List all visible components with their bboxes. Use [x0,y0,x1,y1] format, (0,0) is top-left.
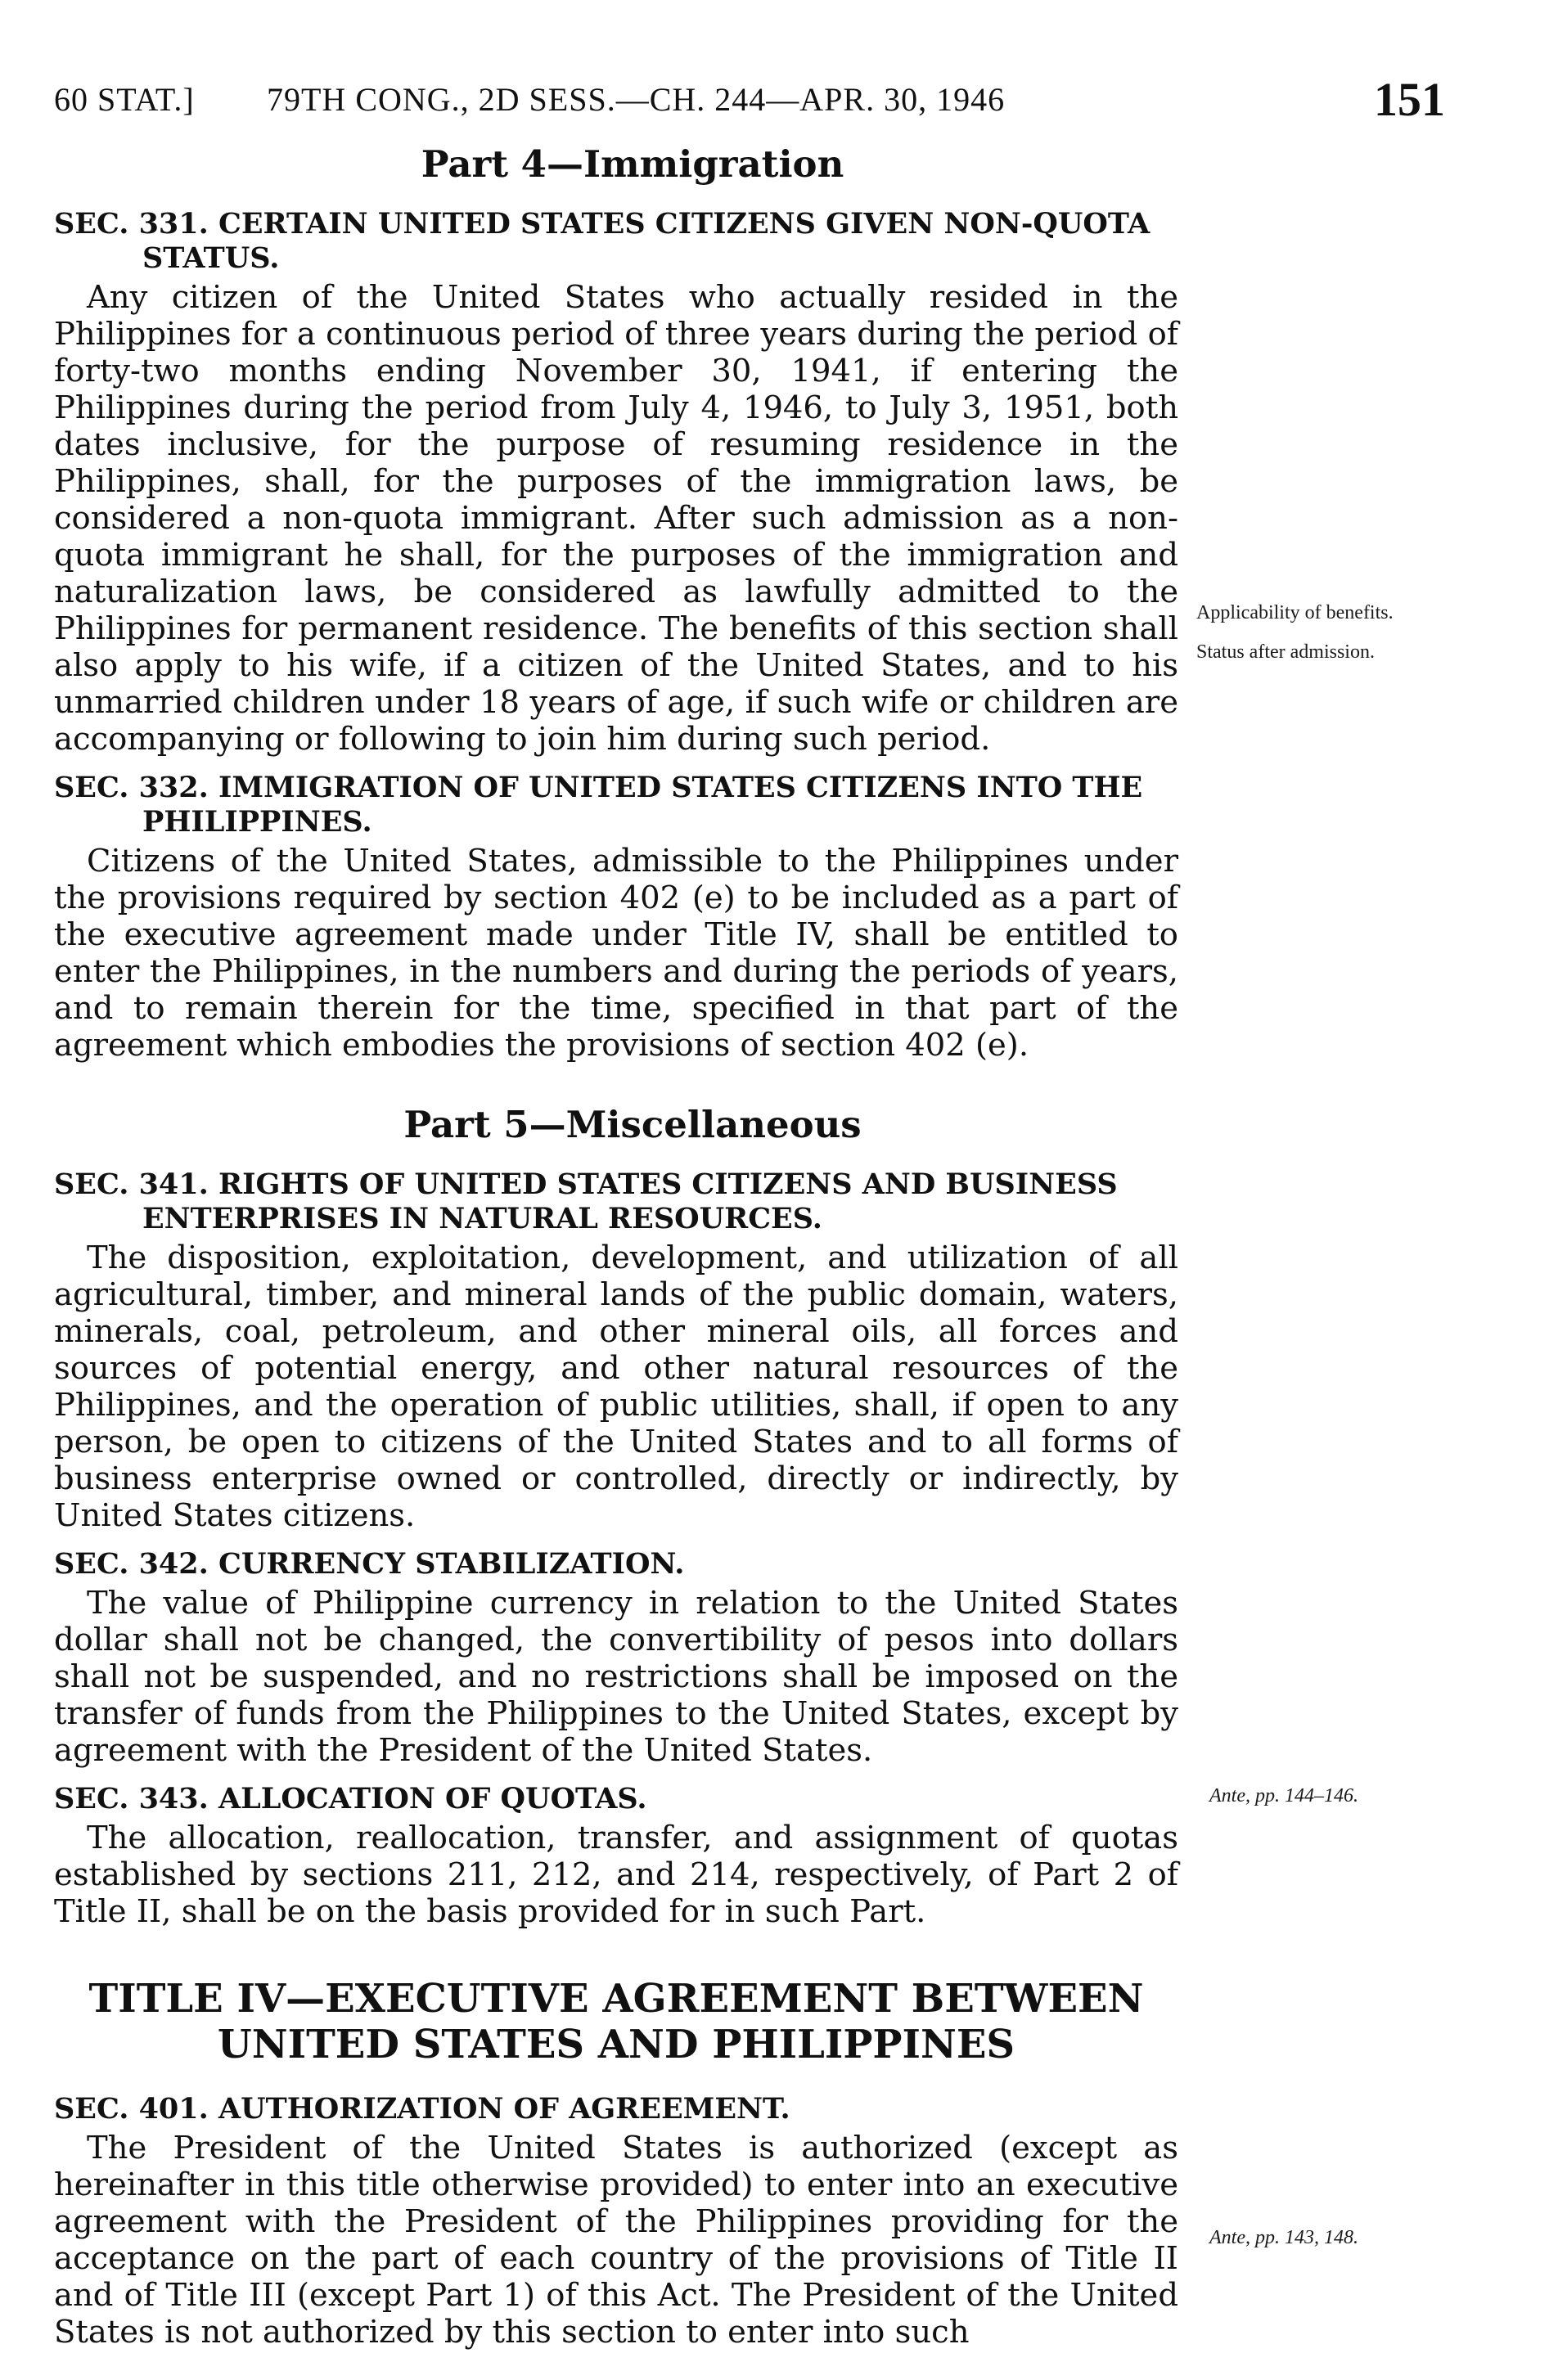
section-401-heading: SEC. 401. AUTHORIZATION OF AGREEMENT. [54,2092,790,2126]
section-331-heading: SEC. 331. CERTAIN UNITED STATES CITIZENS GIVEN NON-QUOTA STATUS. [54,207,1150,275]
main-text-column [54,139,1178,2355]
section-342-heading: SEC. 342. CURRENCY STABILIZATION. [54,1547,685,1581]
part-5-title: Part 5—Miscellaneous [403,1103,862,1146]
section-343-heading: SEC. 343. ALLOCATION OF QUOTAS. [54,1782,647,1815]
margin-note-applicability-of-benefits: Applicability of benefits. [1196,602,1394,623]
margin-note-status-after-admission: Status after admission. [1196,641,1375,663]
part-4-title: Part 4—Immigration [421,142,844,186]
page-header [54,51,1445,124]
section-332-text: Citizens of the United States, admissible to the Philippines under the provisions required by section 402 (e) to be included as a part of the executive agreement made under Title IV, shall be entitled to enter the Philippines, in the numbers and during the periods of years, and to remain therein for the time, specified in that part of the agreement which embodies the provisions of section 402 (e). [54,843,1178,1064]
section-341-heading: SEC. 341. RIGHTS OF UNITED STATES CITIZENS AND BUSINESS ENTERPRISES IN NATURAL RESOURCES. [54,1168,1118,1235]
title-iv-heading: TITLE IV—EXECUTIVE AGREEMENT BETWEEN UNITED STATES AND PHILIPPINES [88,1976,1144,2067]
section-331-text: Any citizen of the United States who actually resided in the Philippines for a continuous period of three years during the period of forty-two months ending November 30, 1941, if entering the Philippines during the period from July 4, 1946, to July 3, 1951, both dates inclusive, for the purpose of resuming residence in the Philippines, shall, for the purposes of the immigration laws, be considered a non-quota immigrant. After such admission as a non-quota immigrant he shall, for the purposes of the immigration and naturalization laws, be considered as lawfully admitted to the Philippines for permanent residence. The benefits of this section shall also apply to his wife, if a citizen of the United States, and to his unmarried children under 18 years of age, if such wife or children are accompanying or following to join him during such period. [54,279,1178,758]
page-number: 151 [1374,73,1445,126]
section-343-text: The allocation, reallocation, transfer, and assignment of quotas established by sections 211, 212, and 214, respectively, of Part 2 of Title II, shall be on the basis provided for in such Part. [54,1820,1178,1930]
session-chapter-date: 79TH CONG., 2D SESS.—CH. 244—APR. 30, 1946 [267,81,1006,118]
margin-note-ante-143-148: Ante, pp. 143, 148. [1209,2227,1358,2248]
section-341-text: The disposition, exploitation, development, and utilization of all agricultural, timber, and mineral lands of the public domain, waters, minerals, coal, petroleum, and other mineral oils, all forces and sources of potential energy, and other natural resources of the Philippines, and the operation of public utilities, shall, if open to any person, be open to citizens of the United States and to all forms of business enterprise owned or controlled, directly or indirectly, by United States citizens. [54,1239,1178,1534]
section-332-heading: SEC. 332. IMMIGRATION OF UNITED STATES CITIZENS INTO THE PHILIPPINES. [54,771,1143,839]
section-342-text: The value of Philippine currency in relation to the United States dollar shall not be changed, the convertibility of pesos into dollars shall not be suspended, and no restrictions shall be imposed on the transfer of funds from the Philippines to the United States, except by agreement with the President of the United States. [54,1585,1178,1769]
margin-note-ante-144-146: Ante, pp. 144–146. [1209,1785,1358,1806]
statute-reference: 60 STAT.] [54,81,195,118]
section-401-text: The President of the United States is authorized (except as hereinafter in this title otherwise provided) to enter into an executive agreement with the President of the Philippines providing for the acceptance on the part of each country of the provisions of Title II and of Title III (except Part 1) of this Act. The President of the United States is not authorized by this section to enter into such [54,2130,1178,2351]
